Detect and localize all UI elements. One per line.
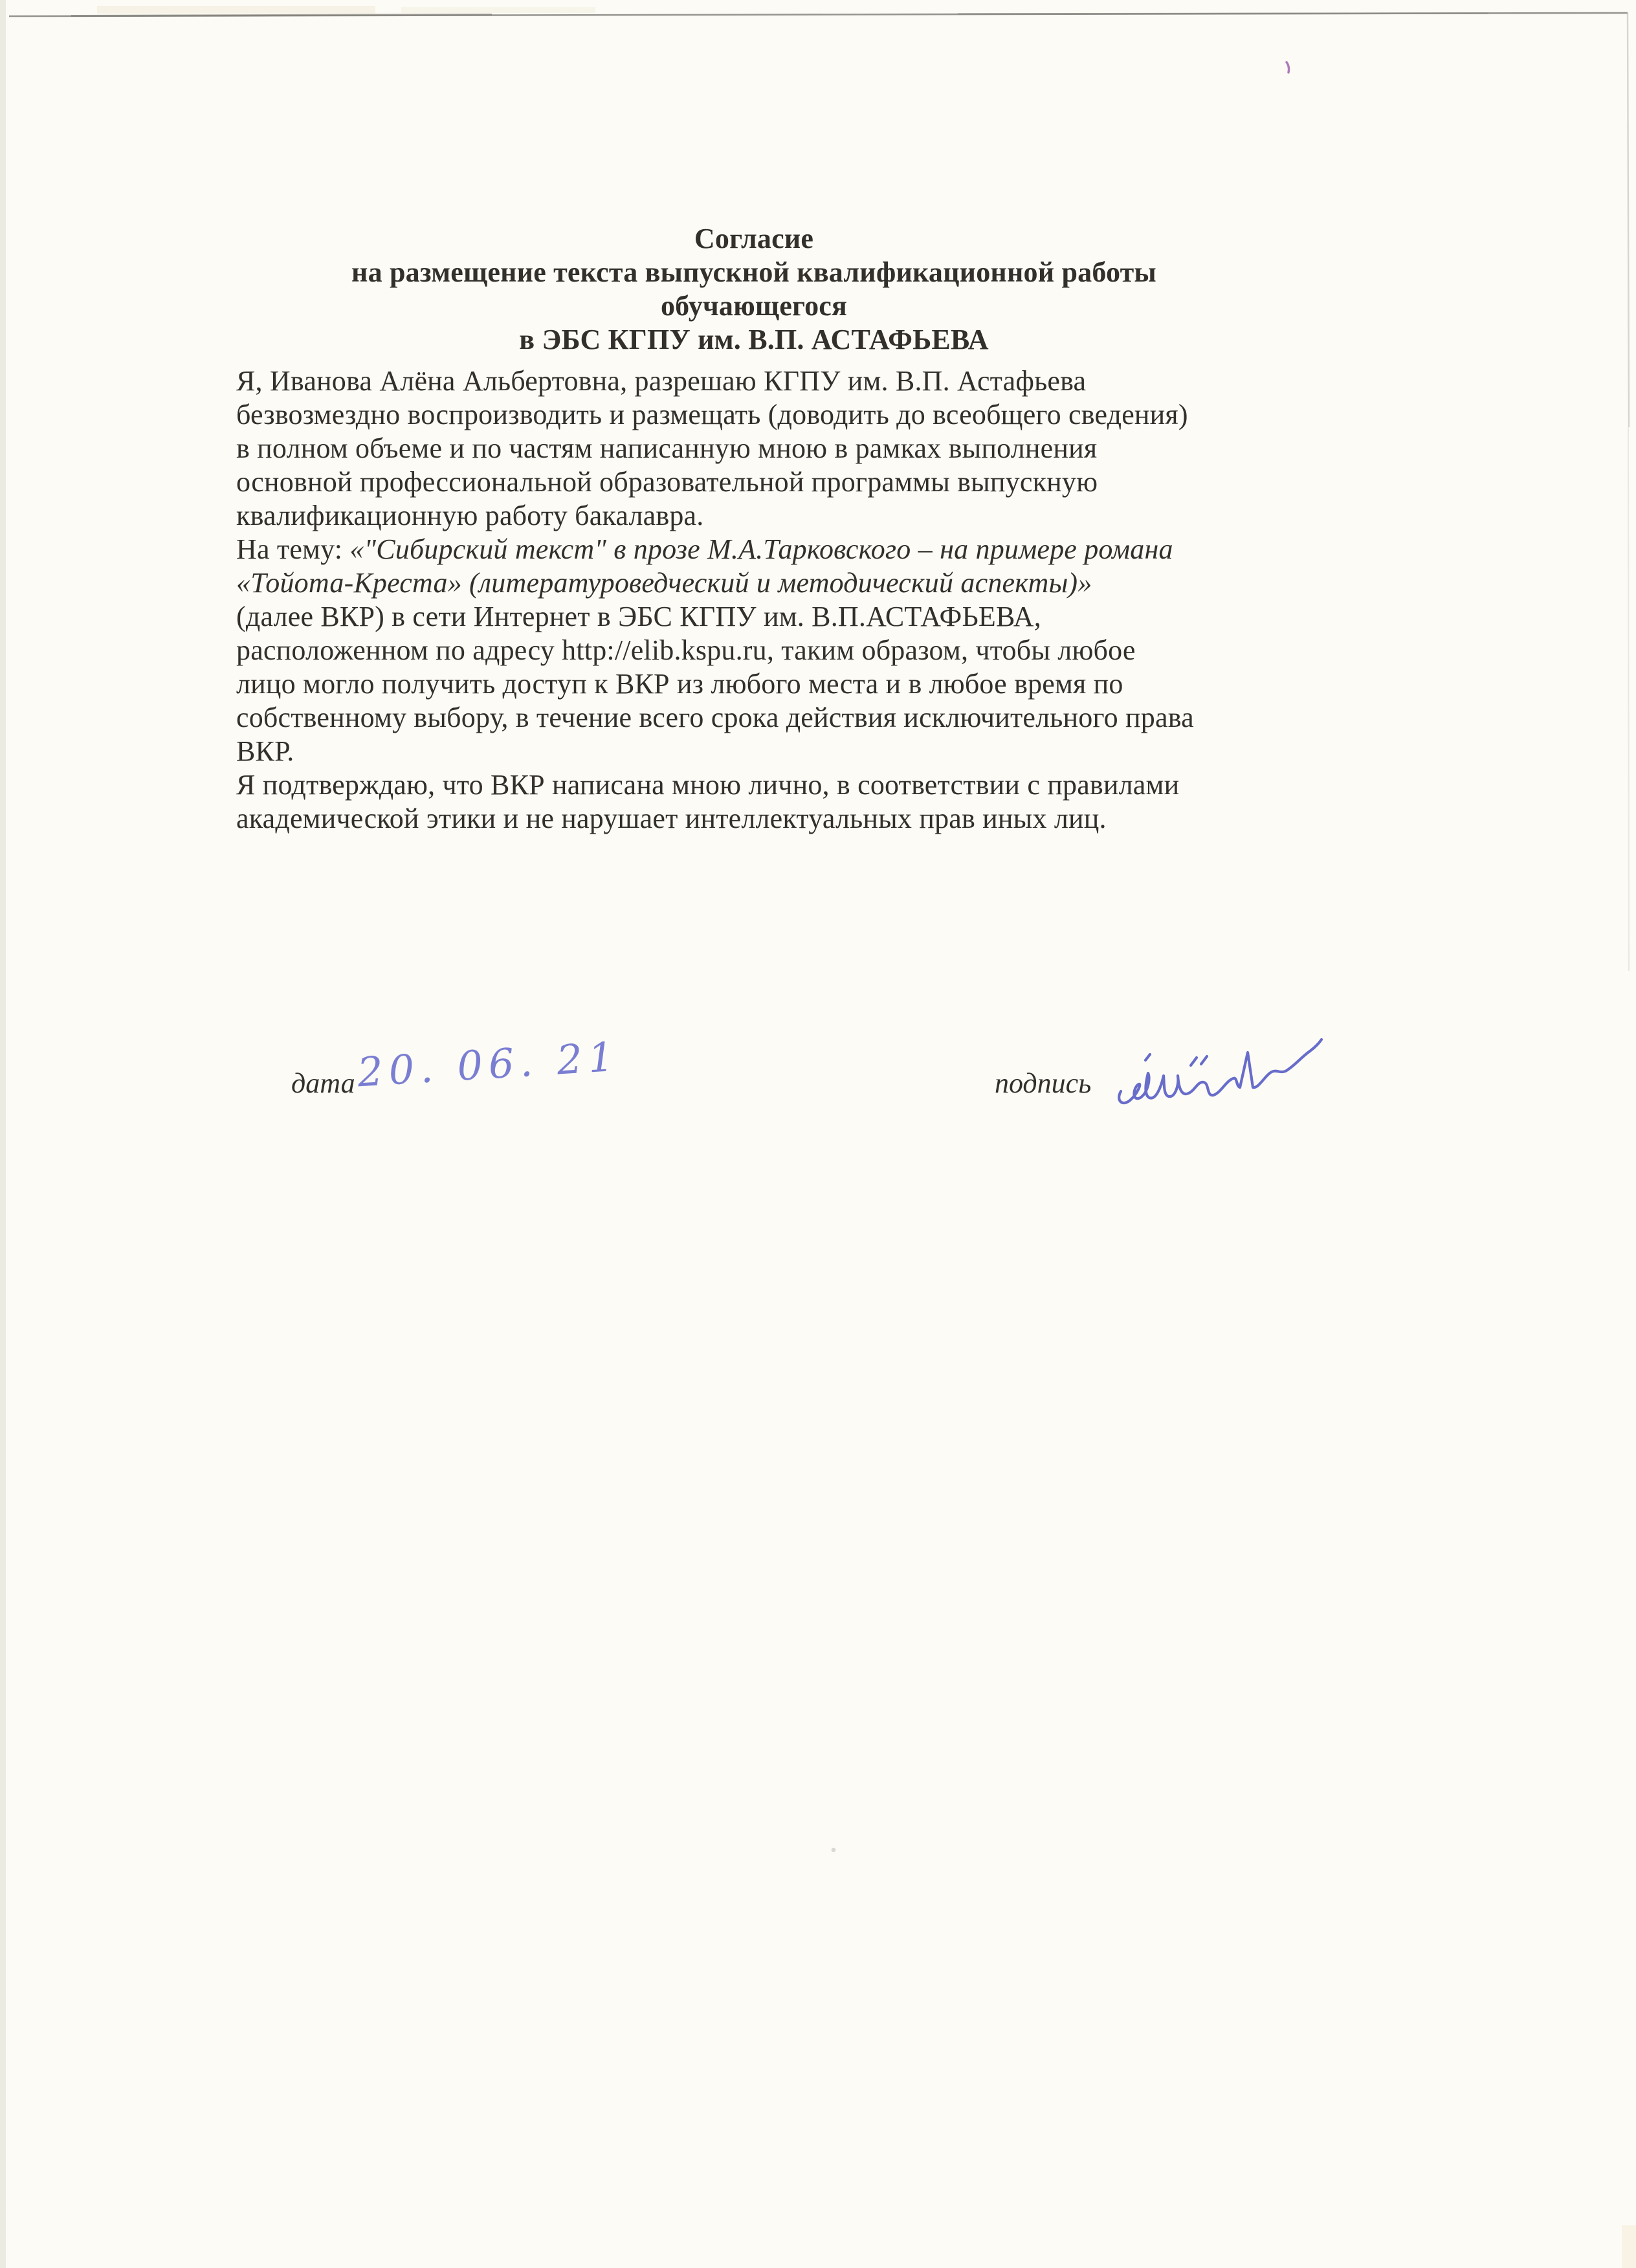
scan-left-edge	[0, 0, 6, 2268]
body-run: собственному выбору, в течение всего срока действия исключительного права	[236, 702, 1194, 733]
body-run: Я подтверждаю, что ВКР написана мною лично, в соответствии с правилами	[236, 769, 1180, 801]
signature-handwritten	[1108, 1024, 1328, 1121]
body-run: квалификационную работу бакалавра.	[236, 500, 704, 531]
body-line	[236, 465, 1272, 499]
body-run-italic: «"Сибирский текст" в прозе М.А.Тарковского – на примере романа	[349, 533, 1173, 565]
scan-dust-dot	[832, 1848, 836, 1852]
body-line	[236, 667, 1272, 701]
date-label: дата	[291, 1067, 355, 1099]
heading-line: в ЭБС КГПУ им. В.П. АСТАФЬЕВА	[519, 324, 989, 355]
body-line	[236, 566, 1272, 600]
body-line	[236, 398, 1272, 432]
body-line	[236, 533, 1272, 566]
heading-block	[236, 222, 1272, 357]
body-run: основной профессиональной образовательной программы выпускную	[236, 466, 1098, 498]
body-run: лицо могло получить доступ к ВКР из любого места и в любое время по	[236, 668, 1123, 700]
body-run: (далее ВКР) в сети Интернет в ЭБС КГПУ им. В.П.АСТАФЬЕВА,	[236, 601, 1041, 632]
body-run: Я, Иванова Алёна Альбертовна, разрешаю КГПУ им. В.П. Астафьева	[236, 365, 1087, 397]
body-line	[236, 432, 1272, 465]
scan-right-rule	[1628, 13, 1629, 427]
heading-line: Согласие	[694, 223, 814, 254]
date-value-handwritten: 20. 06. 21	[356, 1032, 621, 1096]
body-run: ВКР.	[236, 735, 294, 767]
body-line	[236, 634, 1272, 667]
body-run: в полном объеме и по частям написанную мною в рамках выполнения	[236, 432, 1098, 464]
heading-line: на размещение текста выпускной квалификационной работы	[351, 256, 1156, 288]
signature-diacritic	[1201, 1056, 1207, 1064]
scan-smudge	[401, 7, 595, 13]
body-run-italic: «Тойота-Креста» (литературоведческий и методический аспекты)»	[236, 567, 1092, 599]
scan-smudge	[97, 6, 375, 14]
signature-label: подпись	[995, 1067, 1092, 1099]
scan-top-rule	[9, 13, 1628, 16]
body-line	[236, 600, 1272, 634]
body-line	[236, 364, 1272, 398]
text-column	[236, 222, 1272, 836]
signature-diacritic	[1191, 1058, 1197, 1065]
body-line	[236, 802, 1272, 836]
heading-line: обучающегося	[660, 290, 848, 322]
body-run: На тему:	[236, 533, 350, 565]
body-line	[236, 499, 1272, 533]
signature-diacritic	[1145, 1054, 1150, 1060]
body-block	[236, 364, 1272, 836]
signature-stroke	[1119, 1040, 1321, 1103]
body-line	[236, 701, 1272, 735]
body-line	[236, 735, 1272, 768]
scan-corner-tinge	[1622, 2225, 1636, 2268]
body-run: безвозмездно воспроизводить и размещать (доводить до всеобщего сведения)	[236, 399, 1188, 430]
scan-top-rule-dark-segment	[71, 15, 492, 16]
scan-right-rule-faint	[1628, 427, 1629, 971]
scan-ink-speck	[1287, 62, 1289, 72]
body-run: расположенном по адресу http://elib.kspu.ru, таким образом, чтобы любое	[236, 634, 1136, 666]
body-run: академической этики и не нарушает интеллектуальных прав иных лиц.	[236, 803, 1107, 834]
body-line	[236, 768, 1272, 802]
